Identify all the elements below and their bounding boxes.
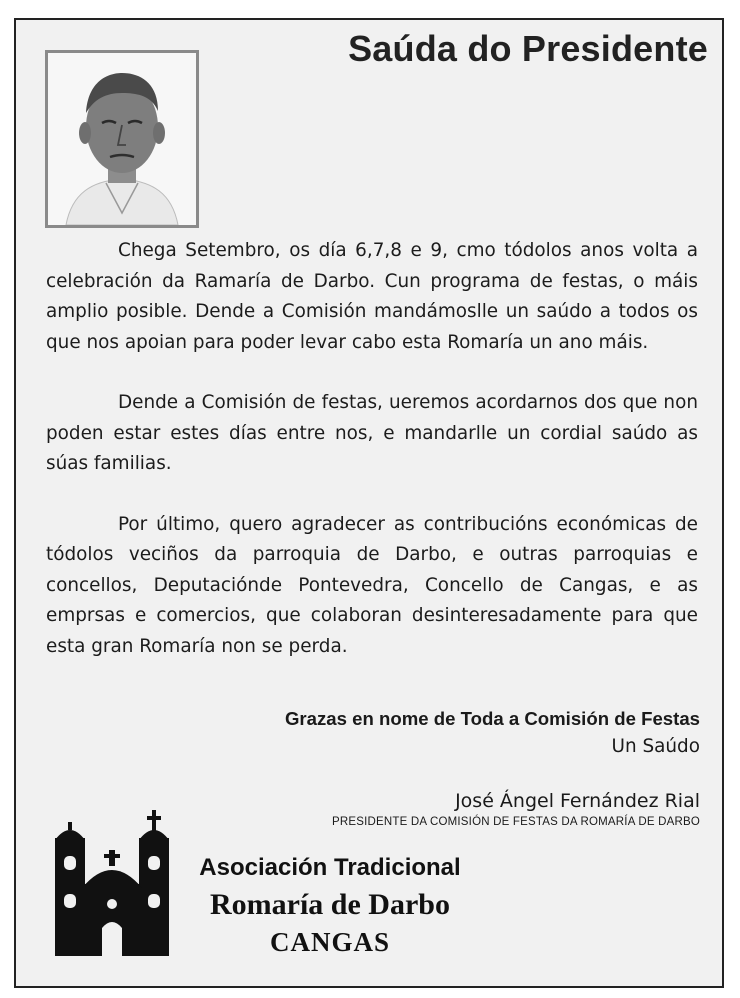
paragraph: Dende a Comisión de festas, ueremos acordarnos dos que non poden estar estes días entre nos, e mandarlle un cordial saúdo as súas familias. [46,392,698,474]
message-body [46,236,698,692]
closing-greeting: Un Saúdo [611,736,700,757]
signer-role: PRESIDENTE DA COMISIÓN DE FESTAS DA ROMARÍA DE DARBO [331,816,700,828]
signature-block [332,788,700,828]
paragraph: Por último, quero agradecer as contribucións económicas de tódolos veciños da parroquia de Darbo, e outras parroquias e concellos, Deputaciónde Pontevedra, Concello de Cangas, e as emprsas e comercios, que colaboran desinteresadamente para que esta gran Romaría non se perda. [46,513,698,657]
closing-block [285,705,700,761]
association-name [180,850,480,960]
association-line3: CANGAS [269,927,390,957]
association-line1: Asociación Tradicional [199,854,461,881]
closing-thanks: Grazas en nome de Toda a Comisión de Festas [284,708,700,729]
page-title: Saúda do Presidente [348,28,708,69]
association-line2: Romaría de Darbo [210,888,450,921]
paragraph: Chega Setembro, os día 6,7,8 e 9, cmo tódolos anos volta a celebración da Ramaría de Darbo. Cun programa de festas, o máis amplio posible. Dende a Comisión mandámoslle un saúdo a todos os que nos apoian para poder levar cabo esta Romaría un ano máis. [46,240,698,353]
church-logo-icon [52,808,172,960]
signer-name: José Ángel Fernández Rial [455,790,700,812]
president-photo [45,50,199,228]
